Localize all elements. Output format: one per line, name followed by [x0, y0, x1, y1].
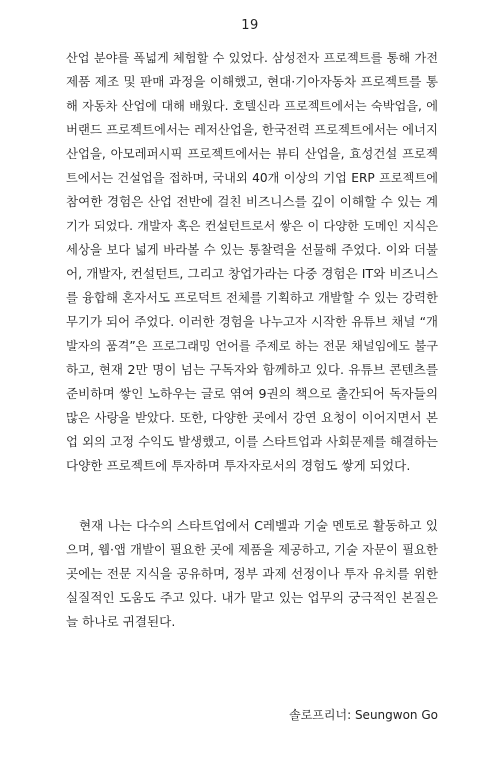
- author-signature: 솔로프리너: Seungwon Go: [289, 708, 438, 722]
- text-line: 하고, 현재 2만 명이 넘는 구독자와 함께하고 있다. 유튜브 콘텐츠를: [66, 362, 438, 377]
- text-line: 버랜드 프로젝트에서는 레저산업을, 한국전력 프로젝트에서는 에너지: [66, 122, 438, 137]
- text-line: 많은 사랑을 받았다. 또한, 다양한 곳에서 강연 요청이 이어지면서 본: [66, 410, 438, 425]
- text-line: 실질적인 도움도 주고 있다. 내가 맡고 있는 업무의 궁극적인 본질은: [66, 590, 438, 605]
- body-text: [66, 46, 438, 634]
- text-line: 해 자동차 산업에 대해 배웠다. 호텔신라 프로젝트에서는 숙박업을, 에: [66, 99, 438, 113]
- text-line: 제품 제조 및 판매 과정을 이해했고, 현대·기아자동차 프로젝트를 통: [66, 74, 438, 89]
- text-line: 산업을, 아모레퍼시픽 프로젝트에서는 뷰티 산업을, 효성건설 프로젝: [66, 146, 438, 161]
- text-line: 현재 나는 다수의 스타트업에서 C레벨과 기술 멘토로 활동하고 있: [79, 518, 438, 533]
- page-number: 19: [241, 18, 259, 33]
- text-line: 어, 개발자, 컨설턴트, 그리고 창업가라는 다중 경험은 IT와 비즈니스: [66, 266, 438, 281]
- text-line: 트에서는 건설업을 접하며, 국내외 40개 이상의 기업 ERP 프로젝트에: [66, 171, 438, 185]
- text-line: 업 외의 고정 수익도 발생했고, 이를 스타트업과 사회문제를 해결하는: [66, 434, 438, 449]
- text-line: 산업 분야를 폭넓게 체험할 수 있었다. 삼성전자 프로젝트를 통해 가전: [66, 51, 438, 65]
- text-line: 준비하며 쌓인 노하우는 글로 엮여 9권의 책으로 출간되어 독자들의: [66, 386, 438, 401]
- text-line: 발자의 품격”은 프로그래밍 언어를 주제로 하는 전문 채널임에도 불구: [66, 339, 438, 353]
- text-line: 세상을 보다 넓게 바라볼 수 있는 통찰력을 선물해 주었다. 이와 더불: [66, 242, 438, 257]
- paragraph-spacer: [66, 478, 438, 514]
- text-line: 를 융합해 혼자서도 프로덕트 전체를 기획하고 개발할 수 있는 강력한: [66, 290, 438, 305]
- text-line: 늘 하나로 귀결된다.: [66, 614, 176, 629]
- text-line: 곳에는 전문 지식을 공유하며, 정부 과제 선정이나 투자 유치를 위한: [66, 566, 438, 581]
- text-line: 다양한 프로젝트에 투자하며 투자자로서의 경험도 쌓게 되었다.: [66, 458, 411, 473]
- paragraph-2: [66, 514, 438, 634]
- text-line: 기가 되었다. 개발자 혹은 컨설턴트로서 쌓은 이 다양한 도메인 지식은: [66, 219, 438, 233]
- text-line: 으며, 웹·앱 개발이 필요한 곳에 제품을 제공하고, 기술 자문이 필요한: [66, 542, 438, 557]
- text-line: 무기가 되어 주었다. 이러한 경험을 나누고자 시작한 유튜브 채널 “개: [66, 314, 438, 329]
- paragraph-1: [66, 46, 438, 478]
- text-line: 참여한 경험은 산업 전반에 걸친 비즈니스를 깊이 이해할 수 있는 계: [66, 194, 438, 209]
